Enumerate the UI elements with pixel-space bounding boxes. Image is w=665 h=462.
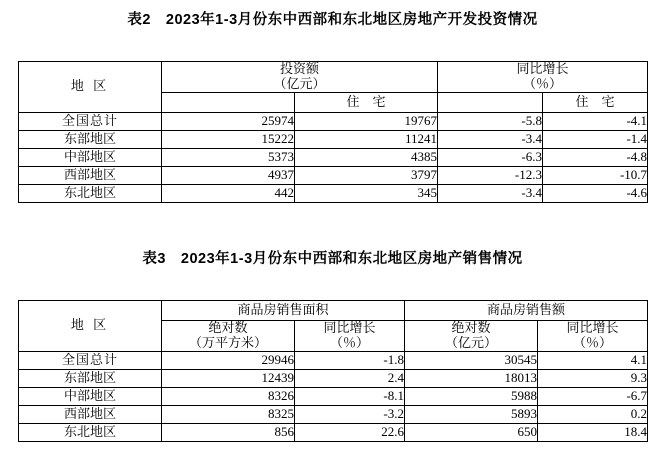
table2-row3-growth-res: -10.7 <box>543 166 648 184</box>
table2-header-growth-group <box>438 62 648 93</box>
table2-row1-growth-res: -1.4 <box>543 130 648 148</box>
table2-title: 表2 2023年1-3月份东中西部和东北地区房地产开发投资情况 <box>127 12 538 28</box>
table2-row0-invest: 25974 <box>162 112 295 130</box>
table2-row4-region: 东北地区 <box>19 184 162 202</box>
table-row <box>19 351 648 369</box>
table3-row2-amount-growth: -6.7 <box>538 387 648 405</box>
table2-row0-region: 全国总计 <box>19 112 162 130</box>
table3-header-amount-growth <box>538 320 648 351</box>
table2-row3-region: 西部地区 <box>19 166 162 184</box>
table2-row4-invest-res: 345 <box>295 184 438 202</box>
table3-header-area-abs-line2: （万平方米） <box>188 334 267 350</box>
table2-row3-growth: -12.3 <box>438 166 543 184</box>
spacer <box>0 292 665 300</box>
spacer <box>0 284 665 292</box>
table-row <box>19 130 648 148</box>
table2-row1-invest-res: 11241 <box>295 130 438 148</box>
table3-row4-area: 856 <box>162 423 295 441</box>
table-row <box>19 405 648 423</box>
table3-header-area-abs-line1: 绝对数 <box>208 319 248 335</box>
table3-row0-area-growth: -1.8 <box>295 351 405 369</box>
table2-row4-growth-res: -4.6 <box>543 184 648 202</box>
table2-row1-growth: -3.4 <box>438 130 543 148</box>
table-row <box>19 184 648 202</box>
table-row <box>19 369 648 387</box>
table3-header-amount-abs-line1: 绝对数 <box>451 319 491 335</box>
table2-header-region: 地 区 <box>19 62 162 113</box>
spacer <box>0 45 665 53</box>
table3-wrapper <box>0 300 665 442</box>
table3-row3-region: 西部地区 <box>19 405 162 423</box>
table2-row0-growth: -5.8 <box>438 112 543 130</box>
table3-title: 表3 2023年1-3月份东中西部和东北地区房地产销售情况 <box>142 250 523 267</box>
table2-header-growth-line1: 同比增长 <box>516 61 569 76</box>
table3-row0-amount-growth: 4.1 <box>538 351 648 369</box>
table3-row3-area: 8325 <box>162 405 295 423</box>
table3-row3-amount: 5893 <box>405 405 538 423</box>
table3-header-area-growth <box>295 320 405 351</box>
table2-row4-invest: 442 <box>162 184 295 202</box>
table2-header-growth-line2: （％） <box>523 75 563 91</box>
spacer <box>0 276 665 284</box>
table-row <box>19 387 648 405</box>
table3-row0-region: 全国总计 <box>19 351 162 369</box>
table3-row0-area: 29946 <box>162 351 295 369</box>
spacer <box>0 29 665 37</box>
table2-header-growth-residential: 住 宅 <box>543 92 648 112</box>
table-row <box>19 166 648 184</box>
table3-row1-region: 东部地区 <box>19 369 162 387</box>
table2-row1-region: 东部地区 <box>19 130 162 148</box>
table3-row4-area-growth: 22.6 <box>295 423 405 441</box>
spacer <box>0 53 665 61</box>
table3-row3-area-growth: -3.2 <box>295 405 405 423</box>
table3-row3-amount-growth: 0.2 <box>538 405 648 423</box>
table3 <box>18 300 648 442</box>
table-row <box>19 112 648 130</box>
table2-header-invest-line2: （亿元） <box>273 75 326 91</box>
table2-row0-growth-res: -4.1 <box>543 112 648 130</box>
table3-row1-area-growth: 2.4 <box>295 369 405 387</box>
table2-header-invest-line1: 投资额 <box>280 61 320 76</box>
spacer <box>0 37 665 45</box>
table3-row1-amount-growth: 9.3 <box>538 369 648 387</box>
table2-row0-invest-res: 19767 <box>295 112 438 130</box>
table3-header-area-growth-line2: （％） <box>330 334 370 350</box>
table2-row1-invest: 15222 <box>162 130 295 148</box>
table-row <box>19 423 648 441</box>
table3-row4-amount: 650 <box>405 423 538 441</box>
table3-row0-amount: 30545 <box>405 351 538 369</box>
table3-row1-amount: 18013 <box>405 369 538 387</box>
table2-header-invest-residential: 住 宅 <box>295 92 438 112</box>
table3-header-amount-abs-line2: （亿元） <box>445 334 498 350</box>
table3-header-amount-group: 商品房销售额 <box>405 300 648 320</box>
table2-header-invest-group <box>162 62 438 93</box>
table2 <box>18 61 648 203</box>
table3-header-area-group: 商品房销售面积 <box>162 300 405 320</box>
table2-row2-growth: -6.3 <box>438 148 543 166</box>
table3-row2-region: 中部地区 <box>19 387 162 405</box>
table-row <box>19 148 648 166</box>
spacer <box>0 268 665 276</box>
table3-header-area-abs <box>162 320 295 351</box>
table3-header-area-growth-line1: 同比增长 <box>323 319 376 335</box>
table2-header-growth-blank <box>438 92 543 112</box>
table3-header-amount-growth-line1: 同比增长 <box>566 319 619 335</box>
table2-header-invest-blank <box>162 92 295 112</box>
table3-row1-area: 12439 <box>162 369 295 387</box>
table2-header-row-1 <box>19 62 648 93</box>
table3-header-row-1 <box>19 300 648 320</box>
table3-header-region: 地 区 <box>19 300 162 351</box>
table2-row2-invest: 5373 <box>162 148 295 166</box>
table3-row4-amount-growth: 18.4 <box>538 423 648 441</box>
table2-row3-invest: 4937 <box>162 166 295 184</box>
table3-row2-amount: 5988 <box>405 387 538 405</box>
table2-row3-invest-res: 3797 <box>295 166 438 184</box>
table2-row2-region: 中部地区 <box>19 148 162 166</box>
table2-row2-growth-res: -4.8 <box>543 148 648 166</box>
table3-row2-area: 8326 <box>162 387 295 405</box>
table3-row2-area-growth: -8.1 <box>295 387 405 405</box>
table2-wrapper <box>0 61 665 203</box>
table2-row4-growth: -3.4 <box>438 184 543 202</box>
table3-row4-region: 东北地区 <box>19 423 162 441</box>
table3-header-amount-abs <box>405 320 538 351</box>
table3-header-amount-growth-line2: （％） <box>573 334 613 350</box>
table2-row2-invest-res: 4385 <box>295 148 438 166</box>
